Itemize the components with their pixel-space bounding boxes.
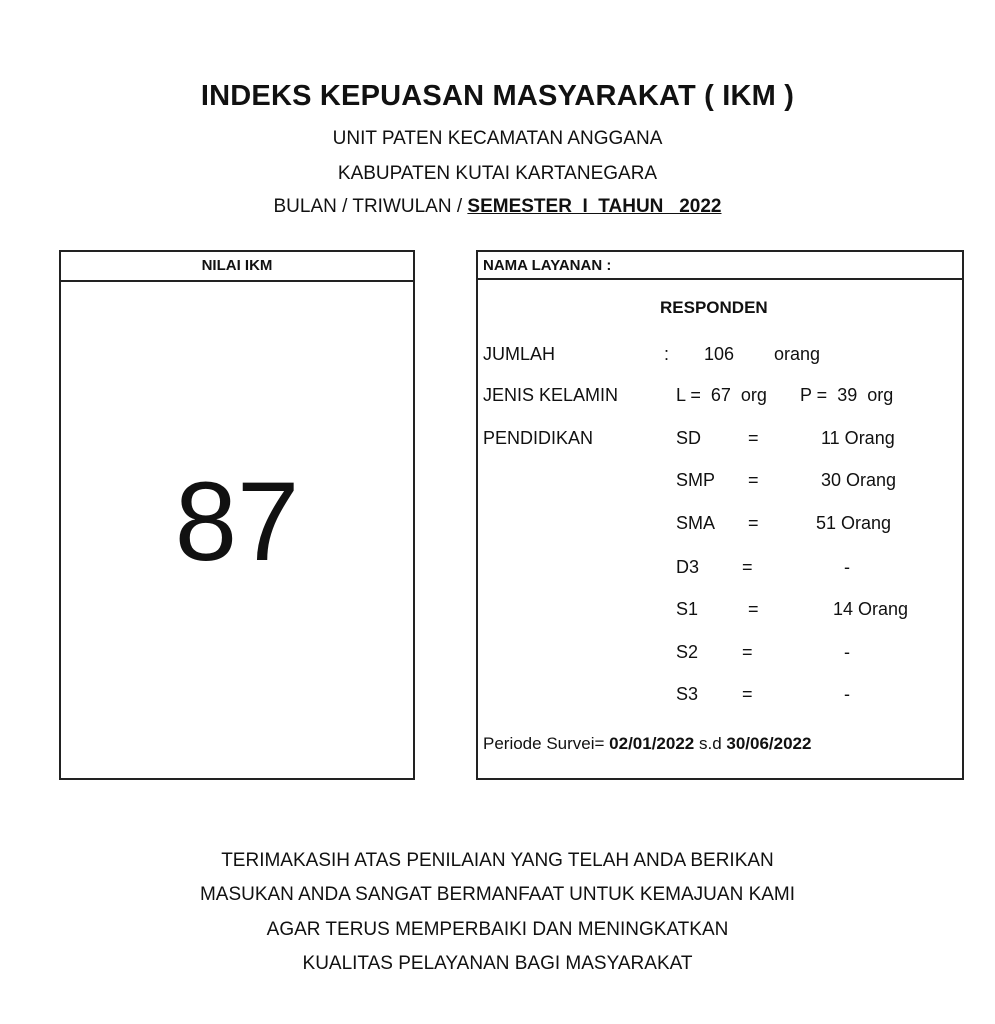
edu-level: SD: [676, 428, 702, 448]
period-prefix: BULAN / TRIWULAN /: [273, 196, 468, 217]
footer-line: KUALITAS PELAYANAN BAGI MASYARAKAT: [302, 953, 693, 974]
nilai-ikm-label: NILAI IKM: [61, 252, 413, 282]
edu-level: D3: [676, 557, 700, 577]
edu-level: S1: [676, 599, 699, 619]
layanan-box: [476, 250, 964, 780]
edu-eq: =: [742, 684, 753, 704]
periode-end: 30/06/2022: [726, 734, 812, 753]
responden-title: RESPONDEN: [660, 298, 768, 317]
jumlah-unit: orang: [774, 344, 821, 364]
period-value: SEMESTER I TAHUN 2022: [467, 196, 722, 217]
edu-eq: =: [742, 642, 753, 662]
edu-eq: =: [748, 513, 759, 533]
edu-value: -: [844, 684, 850, 704]
nilai-ikm-value: 87: [174, 459, 300, 584]
edu-level: SMA: [676, 513, 716, 533]
periode-start: 02/01/2022: [609, 734, 695, 753]
footer-line: AGAR TERUS MEMPERBAIKI DAN MENINGKATKAN: [266, 919, 729, 940]
edu-eq: =: [748, 428, 759, 448]
edu-eq: =: [742, 557, 753, 577]
kabupaten-name: KABUPATEN KUTAI KARTANEGARA: [337, 163, 658, 184]
nilai-ikm-box: [59, 250, 415, 780]
jumlah-label: JUMLAH: [483, 344, 556, 364]
pendidikan-label: PENDIDIKAN: [483, 428, 594, 448]
jenis-kelamin-label: JENIS KELAMIN: [483, 385, 619, 405]
periode-survei: [483, 734, 811, 754]
edu-value: 11 Orang: [821, 428, 895, 448]
jumlah-value: 106: [704, 344, 735, 364]
male-count: L = 67 org: [676, 385, 767, 405]
unit-name: UNIT PATEN KECAMATAN ANGGANA: [332, 128, 663, 149]
edu-value: 30 Orang: [821, 470, 897, 490]
edu-level: S2: [676, 642, 699, 662]
footer-line: TERIMAKASIH ATAS PENILAIAN YANG TELAH ANDA BERIKAN: [221, 850, 774, 871]
edu-value: 51 Orang: [816, 513, 892, 533]
nama-layanan-label: NAMA LAYANAN :: [478, 252, 962, 280]
female-count: P = 39 org: [800, 385, 894, 405]
edu-value: 14 Orang: [833, 599, 909, 619]
edu-level: S3: [676, 684, 699, 704]
edu-value: -: [844, 557, 850, 577]
page-title: INDEKS KEPUASAN MASYARAKAT ( IKM ): [200, 80, 795, 112]
periode-sep: s.d: [694, 734, 727, 753]
edu-value: -: [844, 642, 850, 662]
periode-label: Periode Survei=: [483, 734, 610, 753]
edu-eq: =: [748, 470, 759, 490]
jumlah-colon: :: [664, 344, 670, 364]
period-line: [0, 196, 995, 218]
edu-eq: =: [748, 599, 759, 619]
footer-line: MASUKAN ANDA SANGAT BERMANFAAT UNTUK KEMAJUAN KAMI: [199, 884, 796, 905]
edu-level: SMP: [676, 470, 716, 490]
